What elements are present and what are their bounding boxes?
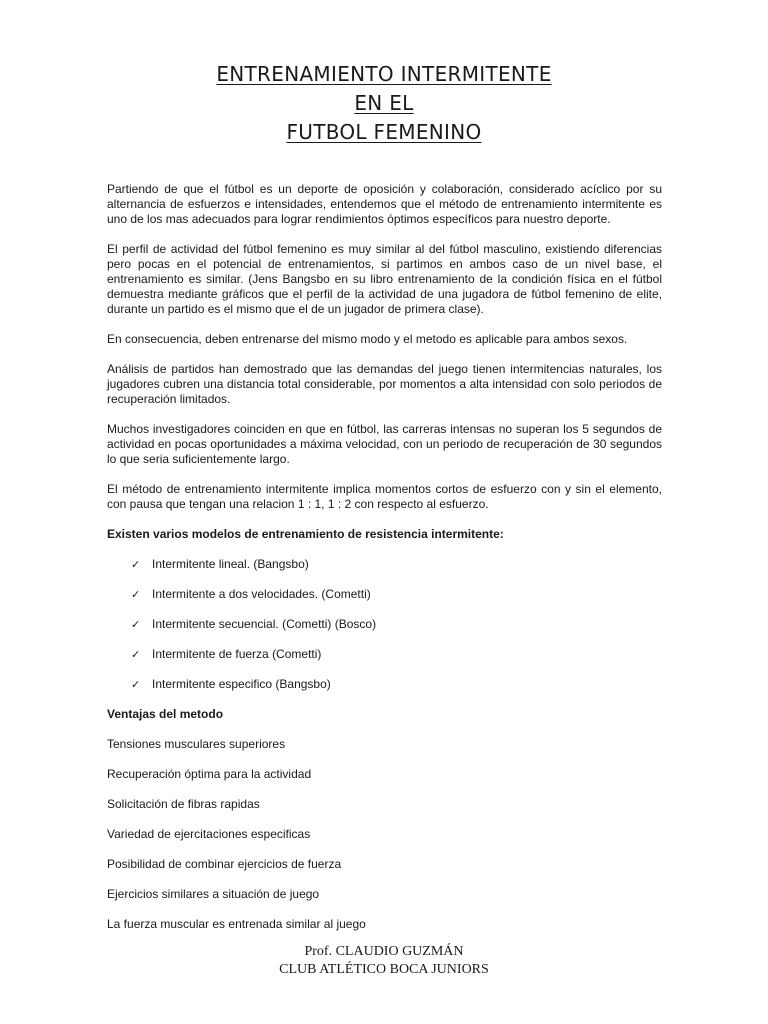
paragraph-method: El método de entrenamiento intermitente implica momentos cortos de esfuerzo con y sin el elemento, con pausa que tengan una relacion 1 : 1, 1 : 2 con respecto al esfuerzo. (107, 482, 662, 511)
list-item (107, 677, 662, 692)
model-label: Intermitente lineal. (Bangsbo) (152, 557, 309, 571)
checkmark-icon: ✓ (131, 648, 141, 661)
models-list (107, 557, 662, 692)
model-label: Intermitente especifico (Bangsbo) (152, 677, 331, 691)
title-line-1: ENTRENAMIENTO INTERMITENTE (216, 62, 552, 86)
checkmark-icon: ✓ (131, 618, 141, 631)
document-title (0, 60, 768, 147)
list-item (107, 617, 662, 632)
checkmark-icon: ✓ (131, 678, 141, 691)
model-label: Intermitente de fuerza (Cometti) (152, 647, 322, 661)
club-name: CLUB ATLÉTICO BOCA JUNIORS (279, 962, 489, 977)
title-line-3: FUTBOL FEMENINO (286, 120, 482, 144)
advantage-item: Recuperación óptima para la actividad (107, 767, 312, 781)
checkmark-icon: ✓ (131, 558, 141, 571)
advantage-item: La fuerza muscular es entrenada similar al juego (107, 917, 366, 931)
paragraph-activity-profile: El perfil de actividad del fútbol femenino es muy similar al del fútbol masculino, existiendo diferencias pero pocas en el potencial de entrenamientos, si partimos en ambos caso de un nivel base, el entrenamiento es similar. (Jens Bangsbo en su libro entrenamiento de la condición física en el fútbol demuestra mediante gráficos que el perfil de la actividad de una jugadora de fútbol femenino de elite, durante un partido es el mismo que el de un jugador de primera clase). (107, 242, 662, 316)
advantage-item: Variedad de ejercitaciones especificas (107, 827, 311, 841)
model-label: Intermitente secuencial. (Cometti) (Bosco) (152, 617, 377, 631)
list-item (107, 587, 662, 602)
advantage-item: Solicitación de fibras rapidas (107, 797, 260, 811)
advantage-item: Tensiones musculares superiores (107, 737, 286, 751)
checkmark-icon: ✓ (131, 588, 141, 601)
title-line-2: EN EL (354, 91, 414, 115)
paragraph-match-analysis: Análisis de partidos han demostrado que las demandas del juego tienen intermitencias naturales, los jugadores cubren una distancia total considerable, por momentos a alta intensidad con solo periodos de recuperación limitados. (107, 362, 662, 406)
list-item (107, 557, 662, 572)
list-item (107, 647, 662, 662)
advantage-item: Posibilidad de combinar ejercicios de fuerza (107, 857, 342, 871)
document-footer (0, 943, 768, 979)
models-heading: Existen varios modelos de entrenamiento de resistencia intermitente: (107, 527, 504, 541)
document-body (107, 182, 662, 947)
advantage-item: Ejercicios similares a situación de juego (107, 887, 320, 901)
paragraph-consequence: En consecuencia, deben entrenarse del mismo modo y el metodo es aplicable para ambos sexos. (107, 332, 628, 346)
author-signature: Prof. CLAUDIO GUZMÁN (304, 944, 464, 959)
advantages-heading: Ventajas del metodo (107, 707, 224, 721)
paragraph-researchers: Muchos investigadores coinciden en que en fútbol, las carreras intensas no superan los 5 segundos de actividad en pocas oportunidades a máxima velocidad, con un periodo de recuperación de 30 segundos lo que seria suficientemente largo. (107, 422, 662, 466)
paragraph-intro: Partiendo de que el fútbol es un deporte de oposición y colaboración, considerado acíclico por su alternancia de esfuerzos e intensidades, entendemos que el método de entrenamiento intermitente es uno de los mas adecuados para lograr rendimientos óptimos específicos para nuestro deporte. (107, 182, 662, 226)
model-label: Intermitente a dos velocidades. (Cometti) (152, 587, 371, 601)
